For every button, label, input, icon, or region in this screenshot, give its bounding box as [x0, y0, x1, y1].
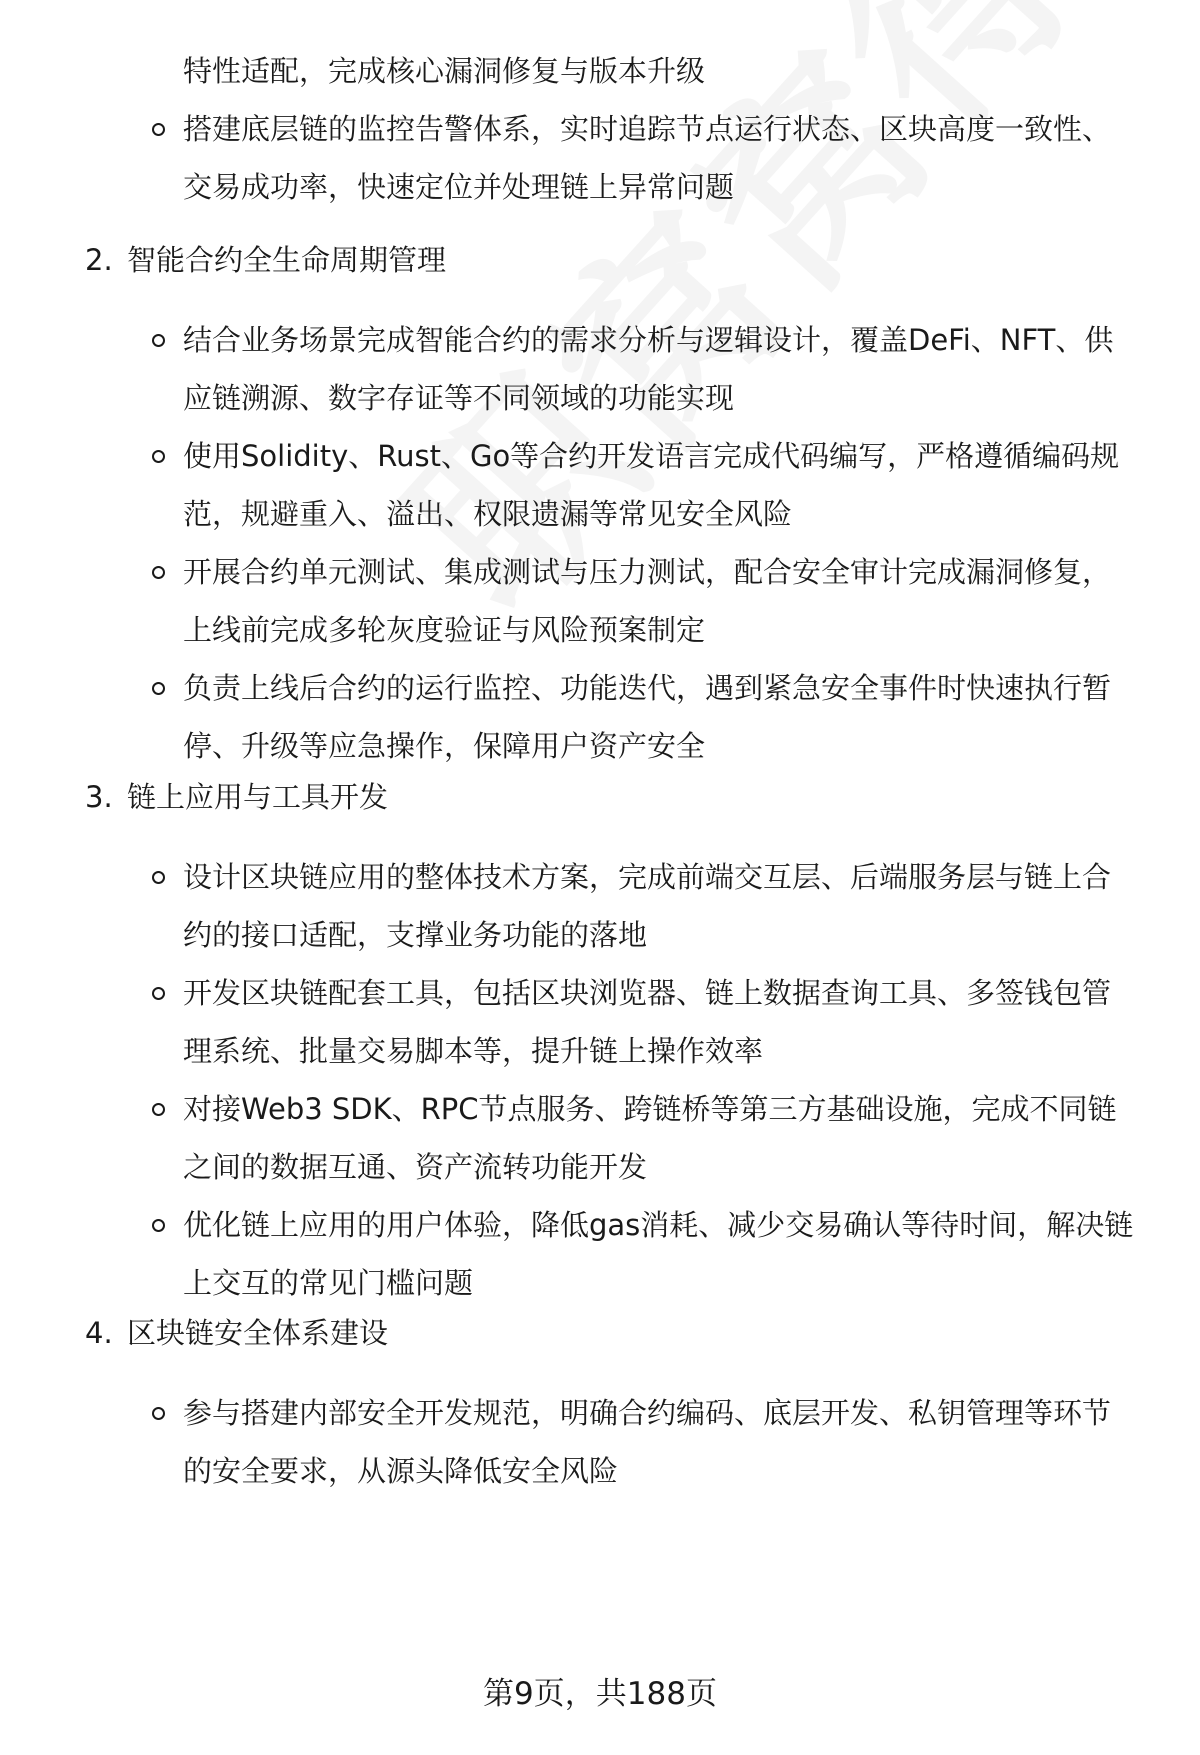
list-item-continuation: 的安全要求，从源头降低安全风险: [183, 1454, 619, 1488]
section-heading: [0, 1304, 1200, 1362]
continuation-text: 特性适配，完成核心漏洞修复与版本升级: [183, 54, 706, 88]
section-2-heading: [0, 231, 1200, 289]
bullet-circle-icon: [152, 1219, 165, 1232]
list-item: 负责上线后合约的运行监控、功能迭代，遇到紧急安全事件时快速执行暂: [0, 659, 1200, 717]
section-number: 2.: [85, 243, 113, 277]
list-item: 结合业务场景完成智能合约的需求分析与逻辑设计，覆盖DeFi、NFT、供: [0, 311, 1200, 369]
section-number: 4.: [85, 1316, 113, 1350]
bullet-circle-icon: [152, 871, 165, 884]
section-3-heading: [0, 768, 1200, 826]
section-4-heading: [0, 1304, 1200, 1362]
section-heading: [0, 231, 1200, 289]
section-title: 智能合约全生命周期管理: [127, 243, 447, 277]
section-title: 区块链安全体系建设: [127, 1316, 389, 1350]
bullet-circle-icon: [152, 1103, 165, 1116]
list-item-continuation: 约的接口适配，支撑业务功能的落地: [183, 918, 648, 952]
bullet-circle-icon: [152, 566, 165, 579]
section-1-list: [0, 100, 1200, 216]
list-item-continuation: 停、升级等应急操作，保障用户资产安全: [183, 729, 706, 763]
list-item: 开展合约单元测试、集成测试与压力测试，配合安全审计完成漏洞修复，: [0, 543, 1200, 601]
list-item: 开发区块链配套工具，包括区块浏览器、链上数据查询工具、多签钱包管: [0, 964, 1200, 1022]
list-item-continuation: 交易成功率，快速定位并处理链上异常问题: [183, 170, 735, 204]
section-heading: [0, 768, 1200, 826]
section-number: 3.: [85, 780, 113, 814]
bullet-circle-icon: [152, 682, 165, 695]
list-item-continuation: 理系统、批量交易脚本等，提升链上操作效率: [183, 1034, 764, 1068]
bullet-circle-icon: [152, 450, 165, 463]
bullet-circle-icon: [152, 1407, 165, 1420]
bullet-circle-icon: [152, 987, 165, 1000]
list-item: 搭建底层链的监控告警体系，实时追踪节点运行状态、区块高度一致性、: [0, 100, 1200, 158]
bullet-circle-icon: [152, 123, 165, 136]
list-item-continuation: 上线前完成多轮灰度验证与风险预案制定: [183, 613, 706, 647]
list-item-continuation: 应链溯源、数字存证等不同领域的功能实现: [183, 381, 735, 415]
list-item: 设计区块链应用的整体技术方案，完成前端交互层、后端服务层与链上合: [0, 848, 1200, 906]
list-item: 优化链上应用的用户体验，降低gas消耗、减少交易确认等待时间，解决链: [0, 1196, 1200, 1254]
list-item: 参与搭建内部安全开发规范，明确合约编码、底层开发、私钥管理等环节: [0, 1384, 1200, 1442]
bullet-circle-icon: [152, 334, 165, 347]
list-item-continuation: 范，规避重入、溢出、权限遗漏等常见安全风险: [183, 497, 793, 531]
section-2-list: [0, 311, 1200, 775]
list-item: 对接Web3 SDK、RPC节点服务、跨链桥等第三方基础设施，完成不同链: [0, 1080, 1200, 1138]
list-item-continuation: 之间的数据互通、资产流转功能开发: [183, 1150, 648, 1184]
section-1-tail: [0, 42, 1200, 100]
section-3-list: [0, 848, 1200, 1312]
section-4-list: [0, 1384, 1200, 1500]
page-number: 第9页，共188页: [483, 1676, 717, 1712]
list-item-continuation: 上交互的常见门槛问题: [183, 1266, 474, 1300]
list-item: 使用Solidity、Rust、Go等合约开发语言完成代码编写，严格遵循编码规: [0, 427, 1200, 485]
section-title: 链上应用与工具开发: [127, 780, 389, 814]
